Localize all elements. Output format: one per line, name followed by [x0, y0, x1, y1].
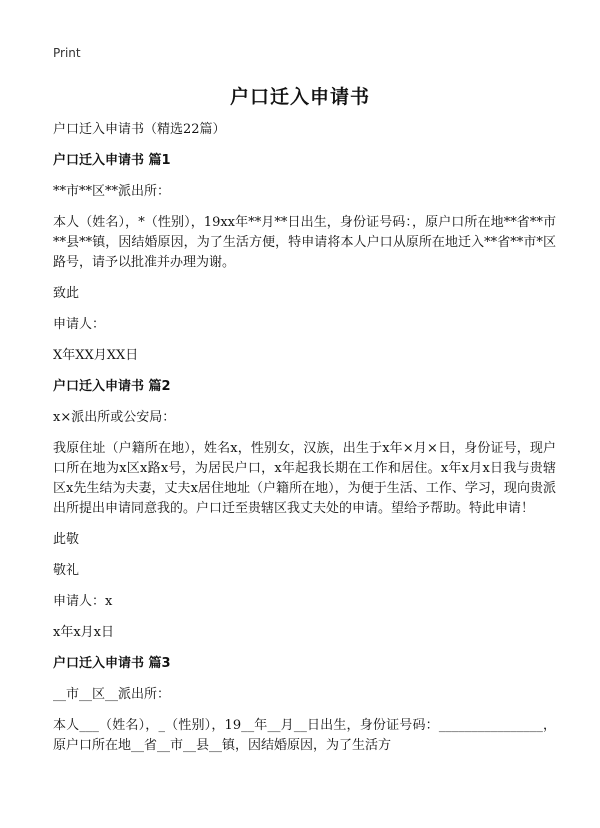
body-paragraph-3: 本人___（姓名），_（性别），19__年__月__日出生，身份证号码：________________，原户口所在地__省__市__县__镇，因结婚原因，为了生活方 [53, 718, 556, 753]
document-content [53, 120, 556, 767]
body-paragraph-1: 本人（姓名），*（性别），19xx年**月**日出生，身份证号码：，原户口所在地**省**市**县**镇，因结婚原因，为了生活方便，特申请将本人户口从原所在地迁入**省**市*区路号，请予以批准并办理为谢。 [53, 215, 556, 270]
closing-2: 此敬 [53, 532, 80, 547]
document-title: 户口迁入申请书 [229, 86, 370, 108]
section-heading-3: 户口迁入申请书 篇3 [53, 656, 171, 671]
print-label: Print [53, 46, 81, 60]
applicant-1: 申请人： [53, 317, 106, 332]
section-heading-2: 户口迁入申请书 篇2 [53, 379, 171, 394]
date-1: X年XX月XX日 [53, 348, 139, 363]
section-heading-1: 户口迁入申请书 篇1 [53, 153, 171, 168]
closing-1: 致此 [53, 286, 80, 301]
applicant-2: 申请人：x [53, 594, 113, 609]
addressee-2: x×派出所或公安局： [53, 410, 176, 425]
regards-2: 敬礼 [53, 563, 80, 578]
addressee-1: **市**区**派出所： [53, 184, 171, 199]
addressee-3: __市__区__派出所： [53, 687, 171, 702]
document-intro: 户口迁入申请书（精选22篇） [53, 122, 226, 137]
date-2: x年x月x日 [53, 625, 114, 640]
body-paragraph-2: 我原住址（户籍所在地），姓名x，性别女，汉族，出生于x年×月×日，身份证号，现户口所在地为x区x路x号，为居民户口，x年起我长期在工作和居住。x年x月x日我与贵辖区x先生结为夫妻，丈夫x居住地址（户籍所在地），为便于生活、工作、学习，现向贵派出所提出申请同意我的。户口迁至贵辖区我丈夫处的申请。望给予帮助。特此申请！ [53, 441, 556, 516]
